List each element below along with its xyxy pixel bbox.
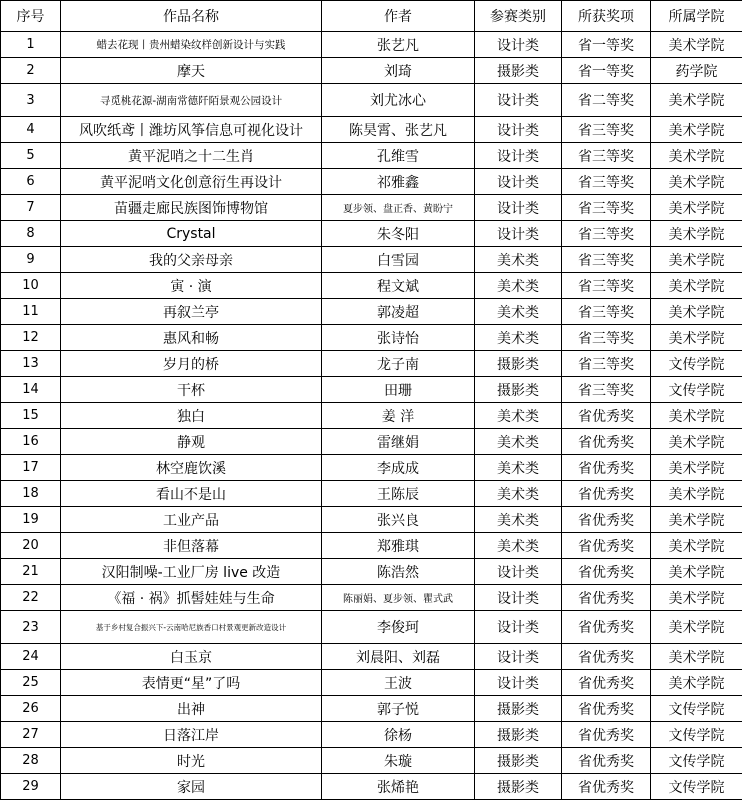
table-row [1,533,742,559]
category: 美术类 [475,325,562,351]
college: 美术学院 [651,611,742,644]
row-number: 25 [1,670,61,696]
college: 美术学院 [651,644,742,670]
work-title: 时光 [61,748,322,774]
table-row [1,481,742,507]
table-row [1,169,742,195]
work-title: 惠风和畅 [61,325,322,351]
work-title: 表情更“星”了吗 [61,670,322,696]
college: 文传学院 [651,351,742,377]
author: 姜 洋 [322,403,475,429]
category: 美术类 [475,403,562,429]
header-award: 所获奖项 [562,1,651,32]
table-row [1,403,742,429]
award: 省优秀奖 [562,585,651,611]
row-number: 9 [1,247,61,273]
category: 设计类 [475,670,562,696]
row-number: 21 [1,559,61,585]
row-number: 23 [1,611,61,644]
college: 文传学院 [651,774,742,800]
work-title: 寅 · 演 [61,273,322,299]
work-title: 干杯 [61,377,322,403]
award: 省优秀奖 [562,644,651,670]
work-title: Crystal [61,221,322,247]
category: 设计类 [475,117,562,143]
award: 省三等奖 [562,169,651,195]
category: 设计类 [475,611,562,644]
table-row [1,559,742,585]
college: 美术学院 [651,84,742,117]
award: 省优秀奖 [562,533,651,559]
college: 美术学院 [651,455,742,481]
table-row [1,58,742,84]
row-number: 27 [1,722,61,748]
row-number: 14 [1,377,61,403]
author: 刘琦 [322,58,475,84]
table-row [1,377,742,403]
category: 设计类 [475,32,562,58]
work-title: 出神 [61,696,322,722]
college: 美术学院 [651,195,742,221]
college: 美术学院 [651,273,742,299]
award: 省优秀奖 [562,455,651,481]
row-number: 20 [1,533,61,559]
author: 陈昊霄、张艺凡 [322,117,475,143]
category: 摄影类 [475,58,562,84]
award: 省优秀奖 [562,481,651,507]
header-author: 作者 [322,1,475,32]
author: 孔维雪 [322,143,475,169]
award: 省优秀奖 [562,774,651,800]
award: 省三等奖 [562,377,651,403]
award: 省优秀奖 [562,559,651,585]
table-row [1,273,742,299]
author: 龙子南 [322,351,475,377]
category: 美术类 [475,429,562,455]
category: 美术类 [475,299,562,325]
table-row [1,644,742,670]
work-title: 苗疆走廊民族图饰博物馆 [61,195,322,221]
row-number: 3 [1,84,61,117]
college: 美术学院 [651,559,742,585]
table-row [1,195,742,221]
row-number: 4 [1,117,61,143]
table-row [1,299,742,325]
table-row [1,507,742,533]
category: 美术类 [475,481,562,507]
award: 省优秀奖 [562,429,651,455]
row-number: 16 [1,429,61,455]
header-no: 序号 [1,1,61,32]
header-row [1,1,742,32]
award: 省优秀奖 [562,696,651,722]
college: 文传学院 [651,696,742,722]
award: 省二等奖 [562,84,651,117]
work-title: 黄平泥哨文化创意衍生再设计 [61,169,322,195]
work-title: 林空鹿饮溪 [61,455,322,481]
author: 陈丽娟、夏步领、瞿式武 [322,585,475,611]
author: 王陈辰 [322,481,475,507]
college: 美术学院 [651,533,742,559]
table-row [1,748,742,774]
category: 设计类 [475,84,562,117]
award: 省一等奖 [562,58,651,84]
work-title: 再叙兰亭 [61,299,322,325]
category: 设计类 [475,585,562,611]
author: 张诗怡 [322,325,475,351]
category: 设计类 [475,143,562,169]
work-title: 家园 [61,774,322,800]
row-number: 17 [1,455,61,481]
author: 郭凌超 [322,299,475,325]
table-row [1,221,742,247]
author: 陈浩然 [322,559,475,585]
category: 摄影类 [475,748,562,774]
work-title: 寻觅桃花源-湖南常德阡陌景观公园设计 [61,84,322,117]
author: 朱璇 [322,748,475,774]
award: 省优秀奖 [562,670,651,696]
award: 省三等奖 [562,221,651,247]
college: 美术学院 [651,221,742,247]
college: 美术学院 [651,117,742,143]
work-title: 工业产品 [61,507,322,533]
author: 李俊珂 [322,611,475,644]
author: 刘晨阳、刘磊 [322,644,475,670]
work-title: 我的父亲母亲 [61,247,322,273]
author: 郭子悦 [322,696,475,722]
work-title: 风吹纸鸢丨潍坊风筝信息可视化设计 [61,117,322,143]
college: 美术学院 [651,429,742,455]
category: 美术类 [475,455,562,481]
work-title: 非但落幕 [61,533,322,559]
college: 美术学院 [651,585,742,611]
author: 祁雅鑫 [322,169,475,195]
award: 省优秀奖 [562,403,651,429]
row-number: 22 [1,585,61,611]
award: 省三等奖 [562,299,651,325]
table-row [1,429,742,455]
table-row [1,722,742,748]
category: 摄影类 [475,351,562,377]
author: 田珊 [322,377,475,403]
category: 设计类 [475,559,562,585]
college: 美术学院 [651,247,742,273]
college: 文传学院 [651,377,742,403]
author: 白雪园 [322,247,475,273]
work-title: 静观 [61,429,322,455]
row-number: 2 [1,58,61,84]
award: 省三等奖 [562,195,651,221]
table-row [1,455,742,481]
author: 张艺凡 [322,32,475,58]
table-row [1,611,742,644]
row-number: 5 [1,143,61,169]
table-row [1,774,742,800]
row-number: 10 [1,273,61,299]
row-number: 26 [1,696,61,722]
college: 美术学院 [651,169,742,195]
award: 省优秀奖 [562,611,651,644]
row-number: 15 [1,403,61,429]
work-title: 岁月的桥 [61,351,322,377]
row-number: 24 [1,644,61,670]
category: 美术类 [475,507,562,533]
author: 夏步领、盘正香、黄盼宁 [322,195,475,221]
table-row [1,143,742,169]
category: 美术类 [475,247,562,273]
category: 设计类 [475,169,562,195]
award: 省三等奖 [562,273,651,299]
row-number: 28 [1,748,61,774]
row-number: 7 [1,195,61,221]
author: 刘尤冰心 [322,84,475,117]
work-title: 汉阳制噪-工业厂房 live 改造 [61,559,322,585]
work-title: 基于乡村复合振兴下-云南哈尼族香口村景观更新改造设计 [61,611,322,644]
award: 省三等奖 [562,247,651,273]
header-title: 作品名称 [61,1,322,32]
row-number: 29 [1,774,61,800]
row-number: 6 [1,169,61,195]
header-college: 所属学院 [651,1,742,32]
table-row [1,351,742,377]
author: 王波 [322,670,475,696]
college: 美术学院 [651,299,742,325]
college: 美术学院 [651,403,742,429]
category: 美术类 [475,273,562,299]
work-title: 日落江岸 [61,722,322,748]
work-title: 看山不是山 [61,481,322,507]
table-row [1,84,742,117]
college: 美术学院 [651,507,742,533]
award: 省三等奖 [562,117,651,143]
table-row [1,585,742,611]
college: 美术学院 [651,481,742,507]
college: 药学院 [651,58,742,84]
author: 徐杨 [322,722,475,748]
table-row [1,117,742,143]
award: 省三等奖 [562,143,651,169]
work-title: 独白 [61,403,322,429]
table-row [1,247,742,273]
award: 省三等奖 [562,351,651,377]
header-category: 参赛类别 [475,1,562,32]
category: 摄影类 [475,696,562,722]
row-number: 1 [1,32,61,58]
category: 摄影类 [475,722,562,748]
author: 张兴良 [322,507,475,533]
college: 美术学院 [651,32,742,58]
author: 程文斌 [322,273,475,299]
row-number: 12 [1,325,61,351]
category: 设计类 [475,195,562,221]
author: 张烯艳 [322,774,475,800]
category: 美术类 [475,533,562,559]
row-number: 8 [1,221,61,247]
author: 雷继娟 [322,429,475,455]
work-title: 黄平泥哨之十二生肖 [61,143,322,169]
author: 郑雅琪 [322,533,475,559]
category: 摄影类 [475,774,562,800]
award: 省优秀奖 [562,507,651,533]
college: 美术学院 [651,670,742,696]
category: 设计类 [475,644,562,670]
college: 美术学院 [651,143,742,169]
award: 省优秀奖 [562,722,651,748]
college: 文传学院 [651,722,742,748]
table-row [1,32,742,58]
work-title: 蜡去花现丨贵州蜡染纹样创新设计与实践 [61,32,322,58]
row-number: 18 [1,481,61,507]
award: 省一等奖 [562,32,651,58]
row-number: 11 [1,299,61,325]
author: 李成成 [322,455,475,481]
author: 朱冬阳 [322,221,475,247]
category: 摄影类 [475,377,562,403]
award: 省三等奖 [562,325,651,351]
category: 设计类 [475,221,562,247]
college: 文传学院 [651,748,742,774]
work-title: 《福 · 祸》抓髻娃娃与生命 [61,585,322,611]
table-row [1,670,742,696]
college: 美术学院 [651,325,742,351]
row-number: 19 [1,507,61,533]
table-row [1,325,742,351]
table-row [1,696,742,722]
row-number: 13 [1,351,61,377]
work-title: 摩天 [61,58,322,84]
work-title: 白玉京 [61,644,322,670]
award: 省优秀奖 [562,748,651,774]
